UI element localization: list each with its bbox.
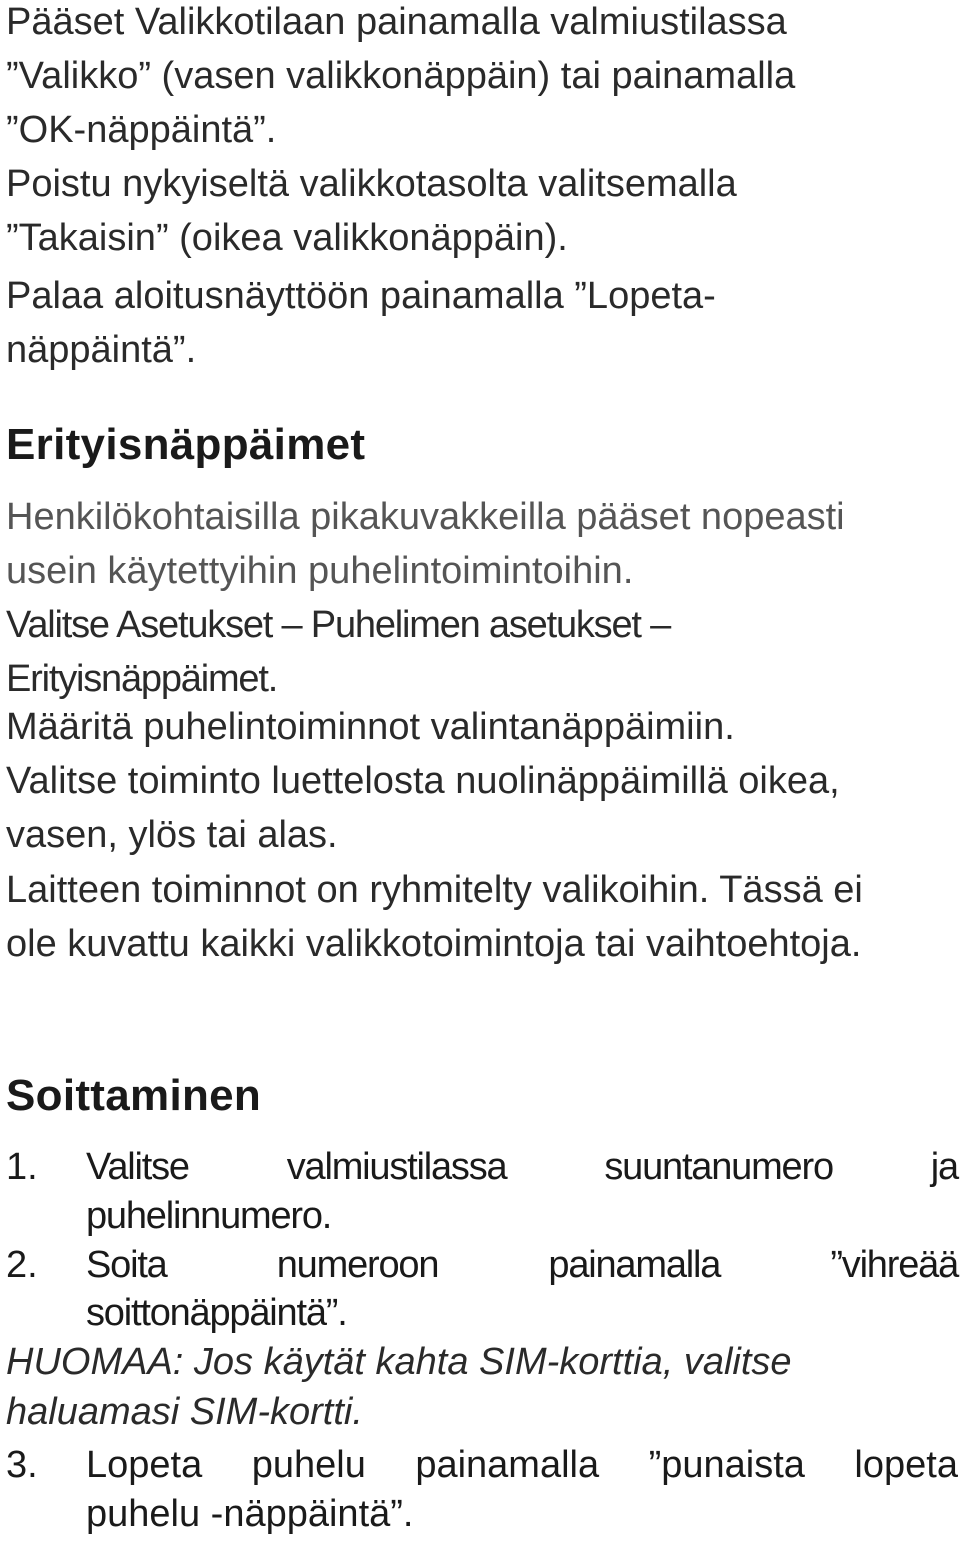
- section-heading-erityisnappaimet: Erityisnäppäimet: [6, 420, 366, 469]
- intro-line-7: näppäintä”.: [6, 329, 197, 371]
- step-2-line: [86, 1243, 958, 1287]
- section1-line-9: ole kuvattu kaikki valikkotoimintoja tai vaihtoehtoja.: [6, 923, 862, 965]
- step-2-word: painamalla: [548, 1244, 721, 1286]
- step-3-word: ”punaista: [648, 1444, 805, 1486]
- section1-line-2: usein käytettyihin puhelintoimintoihin.: [6, 550, 634, 592]
- intro-line-2: ”Valikko” (vasen valikkonäppäin) tai painamalla: [6, 55, 796, 97]
- section1-line-8: Laitteen toiminnot on ryhmitelty valikoihin. Tässä ei: [6, 869, 863, 911]
- step-3-word: puhelu: [251, 1444, 366, 1486]
- intro-line-5: ”Takaisin” (oikea valikkonäppäin).: [6, 217, 568, 259]
- step-3-word: painamalla: [415, 1444, 600, 1486]
- step-2-continuation: soittonäppäintä”.: [86, 1292, 347, 1334]
- step-2-word: numeroon: [276, 1244, 439, 1286]
- step-2-number: 2.: [6, 1244, 38, 1286]
- intro-line-1: Pääset Valikkotilaan painamalla valmiustilassa: [6, 1, 787, 43]
- section1-line-1: Henkilökohtaisilla pikakuvakkeilla pääset nopeasti: [6, 496, 845, 538]
- step-3-continuation: puhelu -näppäintä”.: [86, 1493, 414, 1535]
- step-1-continuation: puhelinnumero.: [86, 1195, 332, 1237]
- section1-line-5: Määritä puhelintoiminnot valintanäppäimiin.: [6, 706, 735, 748]
- step-1-line: [86, 1145, 958, 1189]
- section1-line-7: vasen, ylös tai alas.: [6, 814, 338, 856]
- section1-line-4: Erityisnäppäimet.: [6, 658, 278, 700]
- step-1-number: 1.: [6, 1146, 38, 1188]
- step-1-word: ja: [930, 1146, 958, 1188]
- note-line-2: haluamasi SIM-kortti.: [6, 1391, 363, 1433]
- step-3-word: Lopeta: [86, 1444, 203, 1486]
- section-heading-soittaminen: Soittaminen: [6, 1071, 262, 1120]
- intro-line-3: ”OK-näppäintä”.: [6, 109, 277, 151]
- step-2-word: Soita: [86, 1244, 167, 1286]
- note-line-1: HUOMAA: Jos käytät kahta SIM-korttia, valitse: [6, 1341, 792, 1383]
- step-3-word: lopeta: [854, 1444, 958, 1486]
- intro-line-4: Poistu nykyiseltä valikkotasolta valitsemalla: [6, 163, 737, 205]
- section1-line-6: Valitse toiminto luettelosta nuolinäppäimillä oikea,: [6, 760, 840, 802]
- step-2-word: ”vihreää: [830, 1244, 958, 1286]
- step-3-number: 3.: [6, 1444, 38, 1486]
- step-3-line: [86, 1443, 958, 1487]
- intro-line-6: Palaa aloitusnäyttöön painamalla ”Lopeta-: [6, 275, 716, 317]
- step-1-word: Valitse: [86, 1146, 189, 1188]
- step-1-word: valmiustilassa: [286, 1146, 507, 1188]
- step-1-word: suuntanumero: [604, 1146, 833, 1188]
- section1-line-3: Valitse Asetukset – Puhelimen asetukset –: [6, 604, 671, 646]
